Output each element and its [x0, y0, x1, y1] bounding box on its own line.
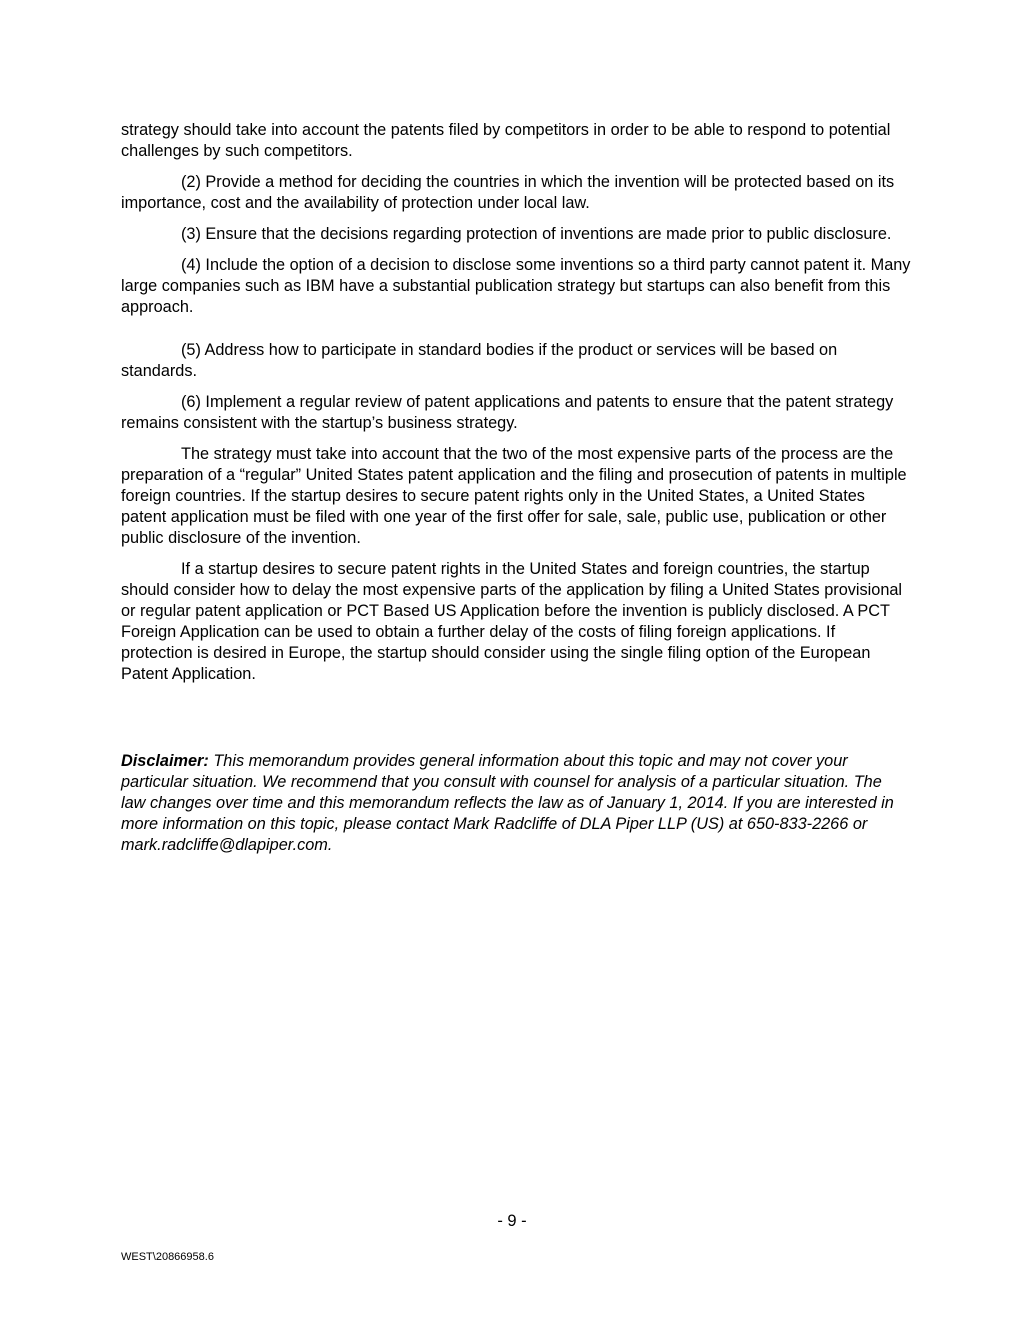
paragraph-strategy-costs: The strategy must take into account that the two of the most expensive parts of the process are the preparation of a “regular” United States patent application and the filing and prosecution of patents in multiple foreign countries. If the startup desires to secure patent rights only in the United States, a United States patent application must be filed with one year of the first offer for sale, sale, public use, publication or other public disclosure of the invention. — [121, 445, 907, 547]
paragraph-item-5: (5) Address how to participate in standard bodies if the product or services will be based on standards. — [121, 341, 838, 380]
paragraph-foreign-rights: If a startup desires to secure patent rights in the United States and foreign countries, the startup should consider how to delay the most expensive parts of the application by filing a United States provisional or regular patent application or PCT Based US Application before the invention is publicly disclosed. A PCT Foreign Application can be used to obtain a further delay of the costs of filing foreign applications. If protection is desired in Europe, the startup should consider using the single filing option of the European Patent Application. — [121, 560, 903, 683]
paragraph-item-6: (6) Implement a regular review of patent applications and patents to ensure that the patent strategy remains consistent with the startup’s business strategy. — [121, 393, 894, 432]
disclaimer-text: This memorandum provides general information about this topic and may not cover your particular situation. We recommend that you consult with counsel for analysis of a particular situation. The law changes over time and this memorandum reflects the law as of January 1, 2014. If you are interested in more information on this topic, please contact Mark Radcliffe of DLA Piper LLP (US) at 650-833-2266 or mark.radcliffe@dlapiper.com. — [121, 752, 894, 854]
page-number: - 9 - — [497, 1212, 527, 1230]
paragraph-item-3: (3) Ensure that the decisions regarding protection of inventions are made prior to public disclosure. — [181, 225, 892, 243]
body-text — [121, 120, 911, 695]
disclaimer — [121, 751, 901, 856]
paragraph-item-2: (2) Provide a method for deciding the countries in which the invention will be protected based on its importance, cost and the availability of protection under local law. — [121, 173, 895, 212]
paragraph-item-4: (4) Include the option of a decision to disclose some inventions so a third party cannot patent it. Many large companies such as IBM have a substantial publication strategy but startups can also benefit from this approach. — [121, 256, 911, 316]
paragraph-continuation: strategy should take into account the patents filed by competitors in order to be able to respond to potential challenges by such competitors. — [121, 121, 891, 160]
document-id: WEST\20866958.6 — [121, 1251, 214, 1263]
disclaimer-label: Disclaimer: — [121, 752, 209, 770]
